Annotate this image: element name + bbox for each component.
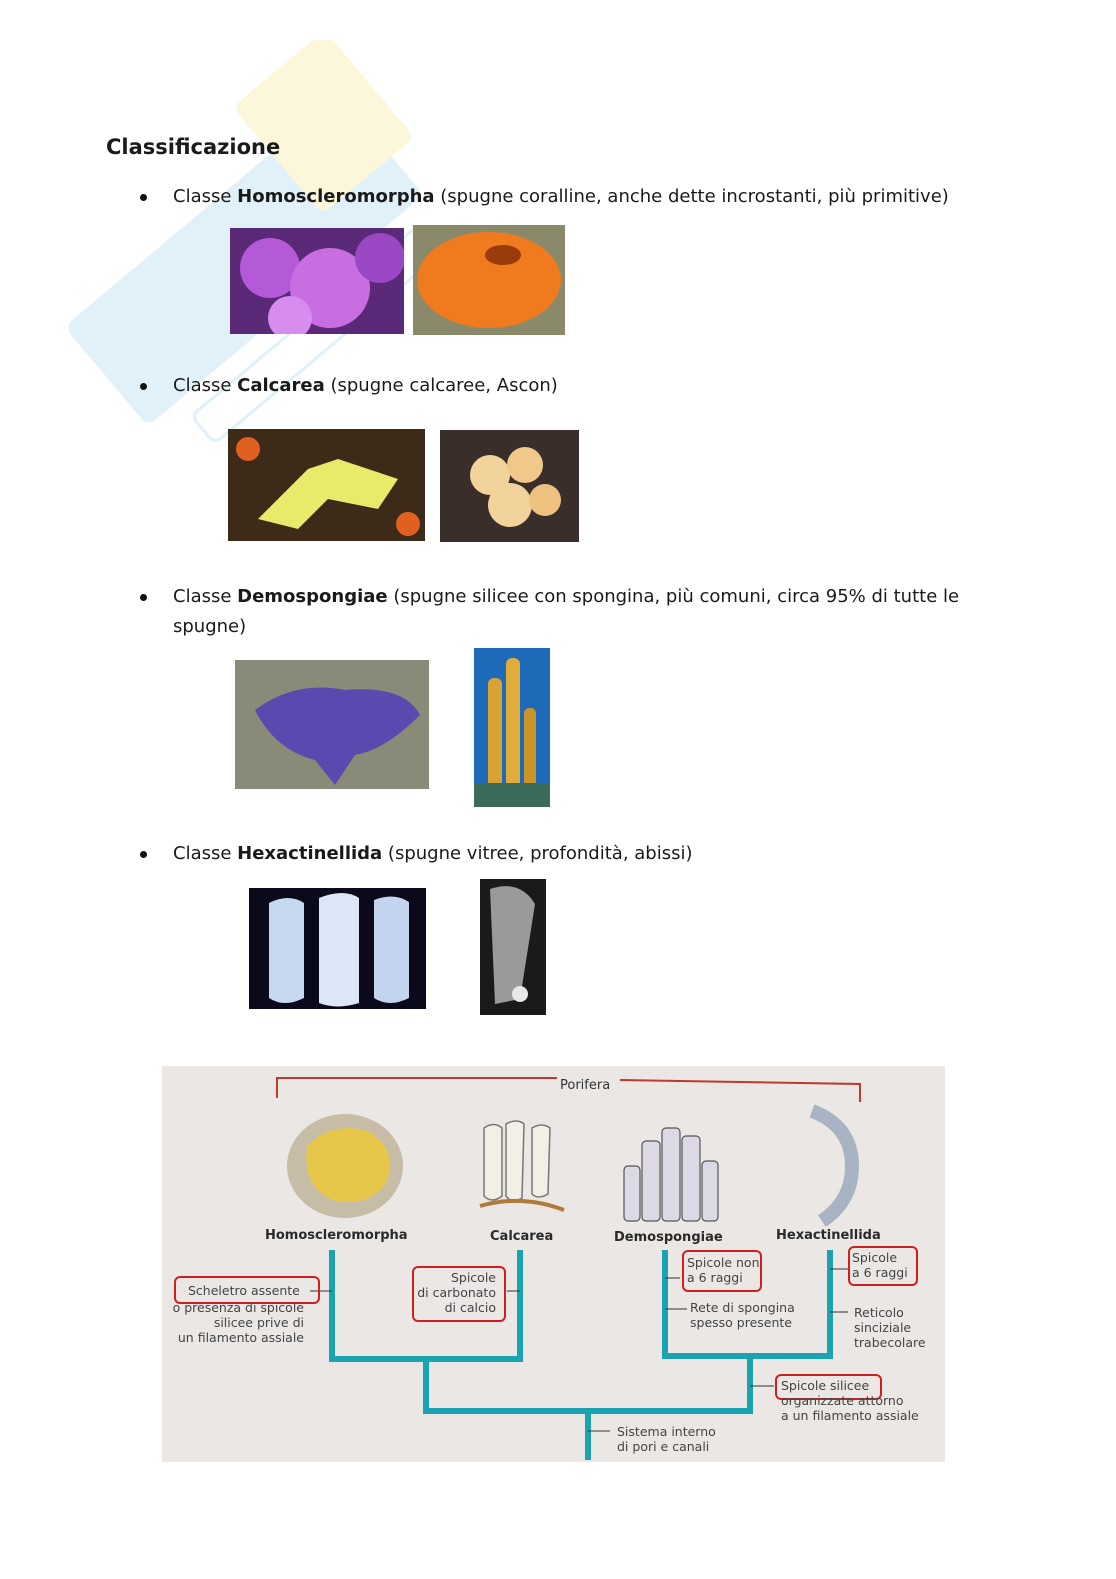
sponge-photo-glass	[249, 888, 426, 1009]
bullet-dot	[140, 383, 147, 390]
note-base: Sistema interno di pori e canali	[617, 1424, 716, 1454]
note-demo-boxed: Spicole non a 6 raggi	[687, 1255, 760, 1285]
sponge-photo-blue	[235, 660, 429, 789]
bullet-dot	[140, 194, 147, 201]
note-scheletro: Scheletro assente	[188, 1283, 300, 1298]
sponge-photo-orange	[413, 225, 565, 335]
sponge-photo-tube	[474, 648, 550, 807]
list-item-demospongiae: Classe Demospongiae (spugne silicee con spongina, più comuni, circa 95% di tutte le spugne)	[140, 582, 970, 642]
sponge-photo-purple	[230, 228, 404, 334]
class-name: Demospongiae	[237, 586, 388, 607]
note-hexa-rest: Reticolo sinciziale trabecolare	[854, 1305, 926, 1350]
note-silicee: Spicole silicee organizzate attorno a un filamento assiale	[781, 1378, 919, 1423]
class-name: Calcarea	[237, 375, 325, 396]
bullet-dot	[140, 594, 147, 601]
taxon-homoscleromorpha: Homoscleromorpha	[265, 1228, 408, 1243]
list-item-calcarea: Classe Calcarea (spugne calcaree, Ascon)	[140, 371, 970, 401]
sponge-photo-yellow	[228, 429, 425, 541]
diagram-root-label: Porifera	[560, 1078, 611, 1093]
note-homo-rest: o presenza di spicole silicee prive di un filamento assiale	[172, 1300, 304, 1345]
note-calcarea: Spicole di carbonato di calcio	[417, 1270, 496, 1315]
taxon-calcarea: Calcarea	[490, 1229, 554, 1244]
page-title: Classificazione	[106, 135, 281, 159]
note-hexa-boxed: Spicole a 6 raggi	[852, 1250, 908, 1280]
list-item-homoscleromorpha: Classe Homoscleromorpha (spugne coralline, anche dette incrostanti, più primitive)	[140, 182, 970, 212]
taxon-demospongiae: Demospongiae	[614, 1230, 723, 1245]
taxon-hexactinellida: Hexactinellida	[776, 1228, 881, 1243]
porifera-diagram	[162, 1066, 945, 1462]
note-demo-rest: Rete di spongina spesso presente	[690, 1300, 795, 1330]
class-name: Hexactinellida	[237, 843, 383, 864]
list-item-hexactinellida: Classe Hexactinellida (spugne vitree, profondità, abissi)	[140, 839, 970, 869]
sponge-photo-skeleton	[480, 879, 546, 1015]
sponge-photo-cream	[440, 430, 579, 542]
class-name: Homoscleromorpha	[237, 186, 435, 207]
bullet-dot	[140, 851, 147, 858]
